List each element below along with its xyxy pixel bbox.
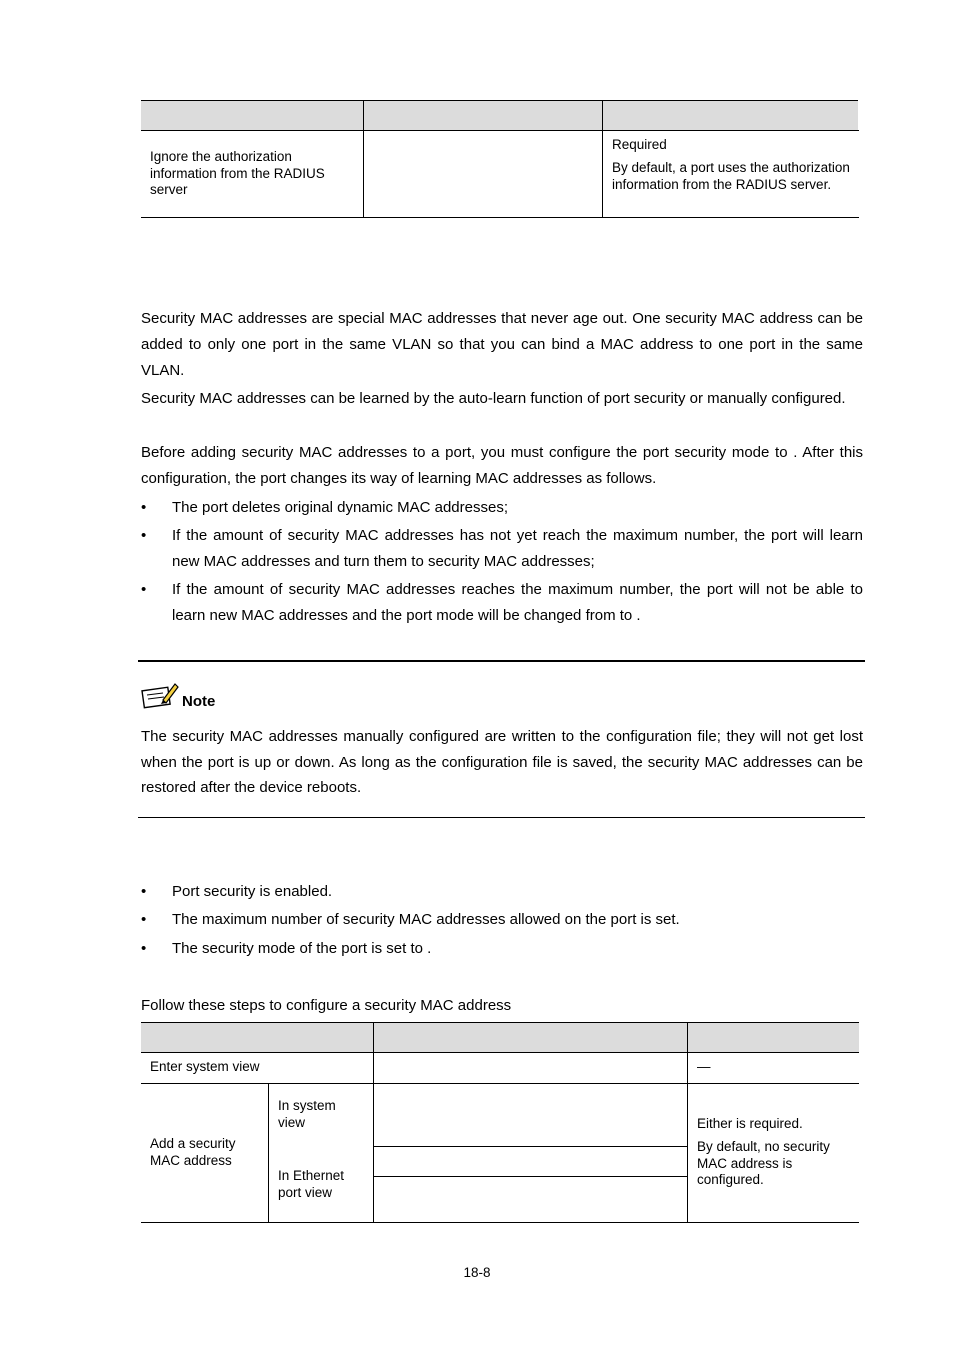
note-top-rule — [138, 660, 865, 662]
bullet-icon: • — [141, 940, 147, 957]
list-item: • If the amount of security MAC addresses reaches the maximum number, the port will not be able to learn new MAC addresses and the port mode will be changed from to . — [141, 577, 863, 629]
table-1-header — [141, 101, 859, 130]
bullet-icon: • — [141, 911, 147, 928]
table-2-enter-system-view: Enter system view — [150, 1059, 260, 1074]
note-text: The security MAC addresses manually configured are written to the configuration file; they will not get lost when the port is up or down. As long as the configuration file is saved, the security MAC addresses can be restored after the device reboots. — [141, 728, 863, 796]
intro-paragraph-3: Before adding security MAC addresses to a port, you must configure the port security mode to . After this configuration, the port changes its way of learning MAC addresses as follows. — [141, 444, 863, 487]
table-1-remarks-default: By default, a port uses the authorization information from the RADIUS server. — [612, 160, 850, 192]
list-item: • Port security is enabled. — [141, 879, 863, 905]
intro-paragraph-1: Security MAC addresses are special MAC addresses that never age out. One security MAC address can be added to only one port in the same VLAN so that you can bind a MAC address to one port in the same VLAN. — [141, 310, 863, 379]
table-2-remarks-default: By default, no security MAC address is configured. — [697, 1139, 830, 1187]
table-2-in-ethernet-port-view: In Ethernet port view — [278, 1168, 345, 1200]
table-2-remarks-required: Either is required. — [697, 1116, 803, 1131]
note-pencil-icon — [141, 680, 181, 710]
steps-caption: Follow these steps to configure a security MAC address — [141, 997, 512, 1014]
table-2-enter-system-view-remarks: — — [697, 1059, 711, 1074]
table-2-in-system-view: In system view — [278, 1098, 336, 1130]
page-number: 18-8 — [463, 1265, 491, 1280]
table-1-operation-cell: Ignore the authorization information from the RADIUS server — [150, 149, 325, 197]
table-2-header — [141, 1023, 859, 1052]
list-item: • The security mode of the port is set to . — [141, 936, 863, 962]
list-item: • The port deletes original dynamic MAC addresses; — [141, 495, 863, 521]
note-bottom-rule — [138, 817, 865, 818]
table-2-add-security-mac: Add a security MAC address — [150, 1136, 236, 1168]
intro-paragraph-2: Security MAC addresses can be learned by the auto-learn function of port security or manually configured. — [141, 390, 846, 407]
bullet-icon: • — [141, 499, 147, 516]
list-item: • If the amount of security MAC addresses has not yet reach the maximum number, the port will learn new MAC addresses and turn them to security MAC addresses; — [141, 523, 863, 575]
list-item: • The maximum number of security MAC addresses allowed on the port is set. — [141, 907, 863, 933]
bullet-icon: • — [141, 527, 147, 544]
note-label: Note — [182, 693, 216, 710]
table-1-remarks-required: Required — [612, 137, 667, 152]
bullet-icon: • — [141, 883, 147, 900]
bullet-icon: • — [141, 581, 147, 598]
